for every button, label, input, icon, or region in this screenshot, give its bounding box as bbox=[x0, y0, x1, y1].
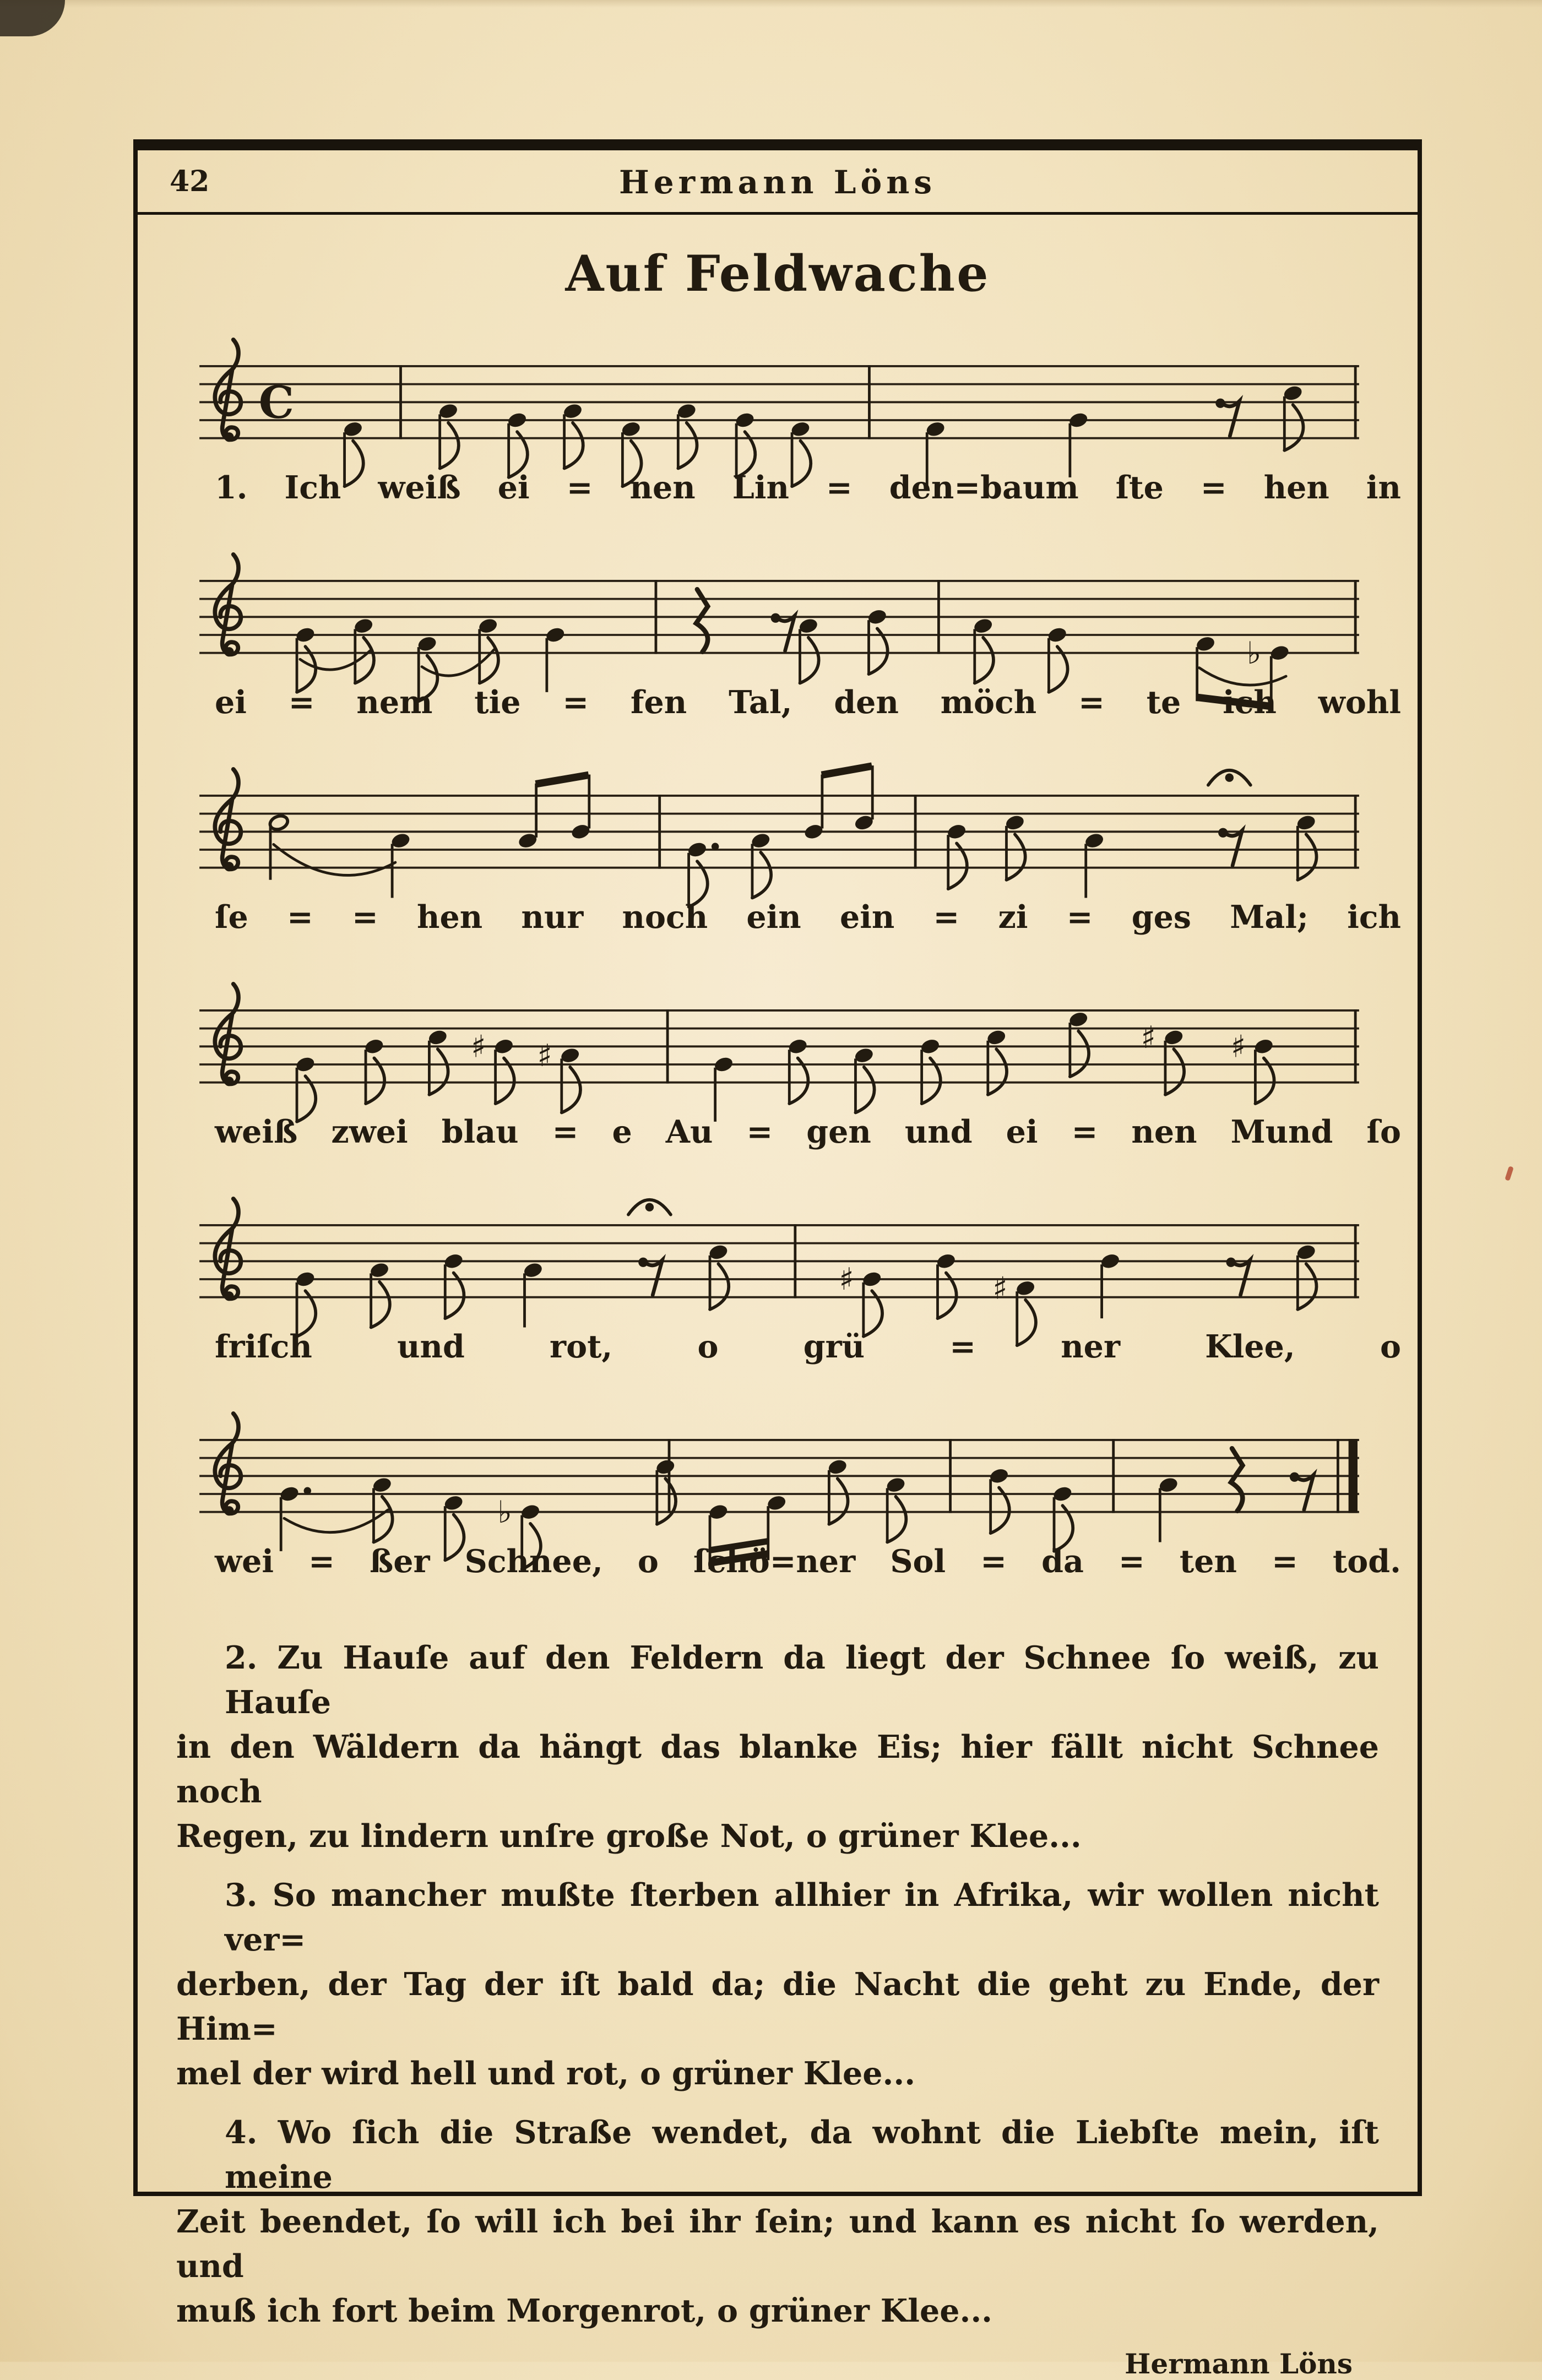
music-systems bbox=[176, 324, 1418, 1585]
music-system bbox=[176, 324, 1418, 511]
sharp-icon: ♯ bbox=[471, 1029, 486, 1065]
page-header bbox=[138, 150, 1418, 215]
verse bbox=[176, 1635, 1379, 1859]
music-system bbox=[176, 968, 1418, 1155]
verse-block bbox=[176, 1635, 1379, 2333]
treble-clef-icon bbox=[215, 1414, 241, 1516]
music-system bbox=[176, 753, 1418, 941]
scan-artifact bbox=[0, 0, 65, 36]
music-system bbox=[176, 1183, 1418, 1370]
sharp-icon: ♯ bbox=[1141, 1020, 1156, 1056]
treble-clef-icon bbox=[215, 340, 241, 442]
author-signature: Hermann Löns bbox=[1125, 2348, 1353, 2380]
lyrics-line: ſe = = hen nur noch ein ein = zi = ges Mal; ich bbox=[215, 899, 1401, 936]
page-frame bbox=[133, 139, 1422, 2380]
lyrics-line: weiß zwei blau = e Au = gen und ei = nen Mund ſo bbox=[215, 1113, 1401, 1150]
flat-icon: ♭ bbox=[1247, 635, 1262, 671]
sharp-icon: ♯ bbox=[1231, 1029, 1246, 1065]
fermata-icon bbox=[628, 1200, 671, 1215]
lyrics-line: friſch und rot, o grü = ner Klee, o bbox=[215, 1328, 1401, 1365]
verse-line: 4. Wo ſich die Straße wendet, da wohnt die Liebſte mein, iſt meine bbox=[225, 2114, 1379, 2196]
verse-line: Zeit beendet, ſo will ich bei ihr ſein; und kann es nicht ſo werden, und bbox=[176, 2203, 1379, 2285]
music-system bbox=[176, 1398, 1418, 1585]
verse-line: mel der wird hell und rot, o grüner Klee... bbox=[176, 2055, 916, 2092]
staff bbox=[176, 968, 1382, 1106]
sharp-icon: ♯ bbox=[537, 1037, 552, 1074]
treble-clef-icon bbox=[215, 1199, 241, 1301]
time-signature: C bbox=[258, 377, 295, 430]
lyrics-line: wei = ßer Schnee, o ſchö=ner Sol = da = ten = tod. bbox=[215, 1543, 1401, 1580]
lyrics-line: ei = nem tie = fen Tal, den möch = te ich wohl bbox=[215, 684, 1401, 721]
scan-artifact bbox=[0, 0, 1542, 8]
staff bbox=[176, 1398, 1382, 1535]
treble-clef-icon bbox=[215, 555, 241, 657]
verse bbox=[176, 1873, 1379, 2096]
verse-line: Regen, zu lindern unſre große Not, o grüner Klee... bbox=[176, 1818, 1082, 1855]
verse-line: 3. So mancher mußte ſterben allhier in Afrika, wir wollen nicht ver= bbox=[225, 1877, 1379, 1958]
lyrics-line: 1. Ich weiß ei = nen Lin = den=baum ſte = hen in bbox=[215, 469, 1401, 506]
staff bbox=[176, 753, 1382, 891]
page-number: 42 bbox=[170, 165, 210, 198]
music-system bbox=[176, 539, 1418, 726]
staff bbox=[176, 324, 1382, 461]
verse-line: 2. Zu Hauſe auf den Feldern da liegt der Schnee ſo weiß, zu Hauſe bbox=[225, 1639, 1379, 1721]
verse bbox=[176, 2110, 1379, 2333]
header-title: Hermann Löns bbox=[618, 164, 937, 201]
staff bbox=[176, 1183, 1382, 1321]
fermata-icon bbox=[1208, 770, 1251, 785]
verse-line: muß ich fort beim Morgenrot, o grüner Klee... bbox=[176, 2292, 993, 2329]
sharp-icon: ♯ bbox=[839, 1262, 854, 1298]
verse-line: derben, der Tag der iſt bald da; die Nacht die geht zu Ende, der Him= bbox=[176, 1966, 1379, 2047]
staff bbox=[176, 539, 1382, 676]
song-title: Auf Feldwache bbox=[565, 244, 990, 303]
scan-artifact bbox=[1505, 1166, 1514, 1181]
treble-clef-icon bbox=[215, 769, 241, 872]
treble-clef-icon bbox=[215, 984, 241, 1086]
flat-icon: ♭ bbox=[497, 1494, 512, 1530]
sharp-icon: ♯ bbox=[992, 1270, 1008, 1307]
verse-line: in den Wäldern da hängt das blanke Eis; hier fällt nicht Schnee noch bbox=[176, 1729, 1379, 1810]
